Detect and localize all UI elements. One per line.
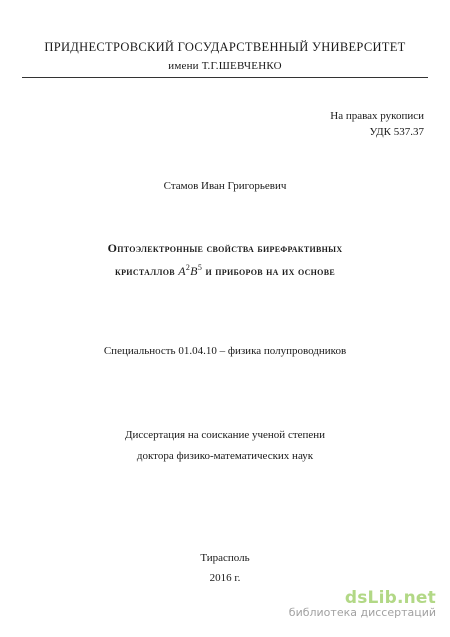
university-named-after: имени Т.Г.ШЕВЧЕНКО [168, 60, 282, 72]
watermark [289, 588, 436, 619]
city: Тирасполь [200, 552, 250, 564]
university-heading: ПРИДНЕСТРОВСКИЙ ГОСУДАРСТВЕННЫЙ УНИВЕРСИТЕТ [44, 40, 406, 54]
title-line-2-suffix: и приборов на их основе [205, 264, 335, 278]
manuscript-rights: На правах рукописи [330, 110, 424, 122]
header-divider [22, 77, 428, 78]
year: 2016 г. [209, 572, 241, 584]
formula-a-sup: 2 [185, 263, 191, 272]
degree-statement [0, 425, 450, 467]
udc-code: УДК 537.37 [369, 126, 424, 138]
watermark-subtitle: библиотека диссертаций [288, 606, 436, 619]
degree-line-1: Диссертация на соискание ученой степени [124, 429, 326, 441]
specialty: Специальность 01.04.10 – физика полупроводников [103, 345, 347, 357]
degree-line-2: доктора физико-математических наук [136, 450, 314, 462]
title-formula [178, 264, 202, 278]
title-line-1: Оптоэлектронные свойства бирефрактивных [107, 241, 343, 255]
formula-a: A [178, 264, 186, 278]
title-line-2-prefix: кристаллов [115, 264, 175, 278]
dissertation-title [30, 238, 420, 281]
formula-b: B [190, 264, 198, 278]
watermark-logo: dsLib.net [344, 588, 436, 608]
author-name: Стамов Иван Григорьевич [163, 180, 287, 192]
place-and-year [0, 548, 450, 588]
title-line-2 [30, 258, 420, 281]
manuscript-info [330, 108, 424, 140]
formula-b-sup: 5 [197, 263, 203, 272]
